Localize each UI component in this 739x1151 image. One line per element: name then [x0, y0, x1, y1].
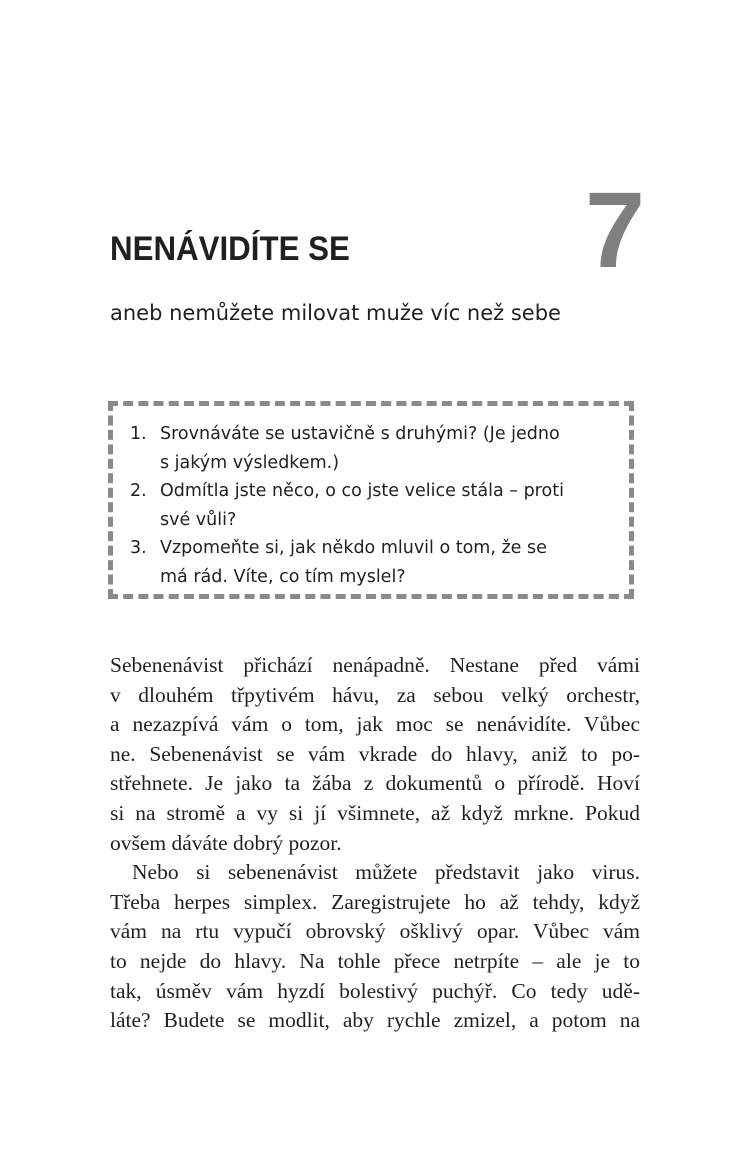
- text-line: Nebo si sebenenávist můžete představit jako virus.: [132, 860, 640, 885]
- question-item: [130, 420, 618, 477]
- text-line: a nezazpívá vám o tom, jak moc se nenávidíte. Vůbec: [110, 712, 640, 737]
- text-line: Třeba herpes simplex. Zaregistrujete ho až tehdy, když: [110, 889, 640, 914]
- text-line: tak, úsměv vám hyzdí bolestivý puchýř. Co tedy udě-: [110, 978, 640, 1003]
- text-line: vám na rtu vypučí obrovský ošklivý opar. Vůbec vám: [110, 919, 640, 944]
- question-item: [130, 534, 618, 591]
- text-line: střehnete. Je jako ta žába z dokumentů o přírodě. Hoví: [110, 771, 640, 796]
- text-line: si na stromě a vy si jí všimnete, až když mrkne. Pokud: [110, 800, 640, 825]
- question-item: [130, 477, 618, 534]
- text-line: to nejde do hlavy. Na tohle přece netrpíte – ale je to: [110, 948, 640, 973]
- text-line: láte? Budete se modlit, aby rychle zmizel, a potom na: [110, 1008, 640, 1033]
- paragraph-1: [110, 651, 640, 858]
- text-line: Sebenenávist přichází nenápadně. Nestane před vámi: [110, 653, 640, 677]
- question-number: 1.: [130, 424, 147, 444]
- question-number: 3.: [130, 538, 147, 558]
- question-text: Vzpomeňte si, jak někdo mluvil o tom, že se má rád. Víte, co tím myslel?: [160, 538, 547, 587]
- text-line: v dlouhém třpytivém hávu, za sebou velký orchestr,: [110, 682, 640, 707]
- chapter-number: 7: [585, 169, 646, 290]
- chapter-subtitle: aneb nemůžete milovat muže víc než sebe: [110, 301, 561, 325]
- paragraph-2: [110, 858, 640, 1036]
- question-text: Odmítla jste něco, o co jste velice stála – proti své vůli?: [160, 481, 564, 530]
- question-text: Srovnáváte se ustavičně s druhými? (Je jedno s jakým výsledkem.): [160, 424, 560, 473]
- text-line: ovšem dáváte dobrý pozor.: [110, 830, 342, 855]
- question-number: 2.: [130, 481, 147, 501]
- chapter-title: NENÁVIDÍTE SE: [110, 230, 350, 268]
- text-line: ne. Sebenenávist se vám vkrade do hlavy, aniž to po-: [110, 741, 640, 766]
- questions-list: [130, 420, 618, 591]
- body-text: [110, 651, 640, 1036]
